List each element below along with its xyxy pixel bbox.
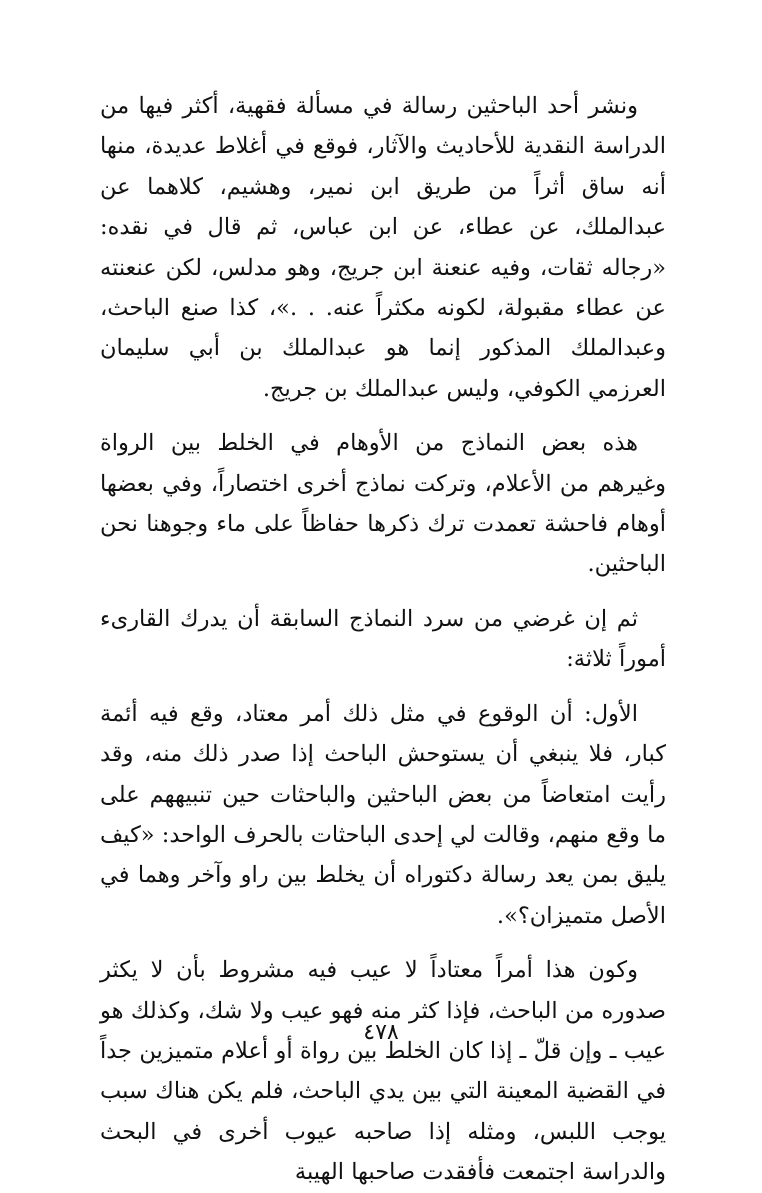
paragraph-3: ثم إن غرضي من سرد النماذج السابقة أن يدرك القارىء أموراً ثلاثة: [100,605,666,673]
paragraph-4: الأول: أن الوقوع في مثل ذلك أمر معتاد، وقع فيه أئمة كبار، فلا ينبغي أن يستوحش الباحث إذا صدر ذلك منه، وقد رأيت امتعاضاً من بعض الباحثين والباحثات حين تنبيههم على ما وقع منهم، وقالت لي إحدى الباحثات بالحرف الواحد: «كيف يليق بمن يعد رسالة دكتوراه أن يخلط بين راو وآخر وهما في الأصل متميزان؟». [100,700,666,929]
page-number: ٤٧٨ [363,1020,399,1045]
paragraph-2: هذه بعض النماذج من الأوهام في الخلط بين الرواة وغيرهم من الأعلام، وتركت نماذج أخرى اختصاراً، وفي بعضها أوهام فاحشة تعمدت ترك ذكرها حفاظاً على ماء وجوهنا نحن الباحثين. [100,430,666,578]
paragraph-5: وكون هذا أمراً معتاداً لا عيب فيه مشروط بأن لا يكثر صدوره من الباحث، فإذا كثر منه فهو عيب ولا شك، وكذلك هو عيب ـ وإن قلّ ـ إذا كان الخلط بين رواة أو أعلام متميزين جداً في القضية المعينة التي بين يدي الباحث، فلم يكن هناك سبب يوجب اللبس، ومثله إذا صاحبه عيوب أخرى في البحث والدراسة اجتمعت فأفقدت صاحبها الهيبة [100,957,666,1186]
paragraph-1: ونشر أحد الباحثين رسالة في مسألة فقهية، أكثر فيها من الدراسة النقدية للأحاديث والآثار، فوقع في أغلاط عديدة، منها أنه ساق أثراً من طريق ابن نمير، وهشيم، كلاهما عن عبدالملك، عن عطاء، عن ابن عباس، ثم قال في نقده: «رجاله ثقات، وفيه عنعنة ابن جريج، وهو مدلس، لكن عنعنته عن عطاء مقبولة، لكونه مكثراً عنه. . .»، كذا صنع الباحث، وعبدالملك المذكور إنما هو عبدالملك بن أبي سليمان العرزمي الكوفي، وليس عبدالملك بن جريج. [100,93,666,402]
